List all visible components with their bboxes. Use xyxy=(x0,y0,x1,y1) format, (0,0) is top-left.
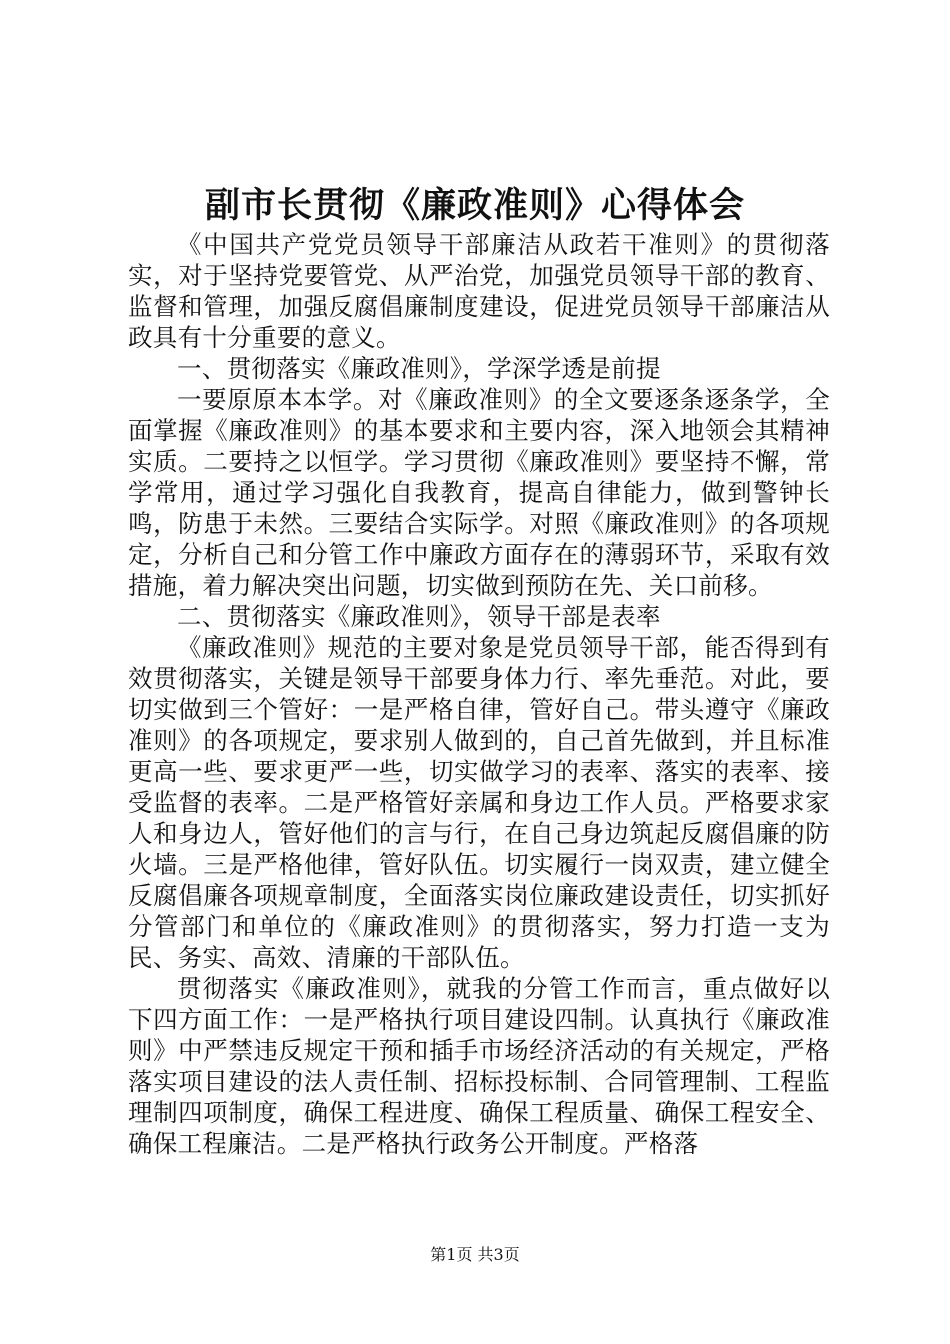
intro-paragraph: 《中国共产党党员领导干部廉洁从政若干准则》的贯彻落实，对于坚持党要管党、从严治党，加强党员领导干部的教育、监督和管理，加强反腐倡廉制度建设，促进党员领导干部廉洁从政具有十分重要的意义。 xyxy=(128,230,830,352)
section-heading-2: 二、贯彻落实《廉政准则》，领导干部是表率 xyxy=(177,602,661,631)
section-1-paragraph: 一要原原本本学。对《廉政准则》的全文要逐条逐条学，全面掌握《廉政准则》的基本要求和主要内容，深入地领会其精神实质。二要持之以恒学。学习贯彻《廉政准则》要坚持不懈，常学常用，通过学习强化自我教育，提高自律能力，做到警钟长鸣，防患于未然。三要结合实际学。对照《廉政准则》的各项规定，分析自己和分管工作中廉政方面存在的薄弱环节，采取有效措施，着力解决突出问题，切实做到预防在先、关口前移。 xyxy=(128,385,830,600)
section-heading-1: 一、贯彻落实《廉政准则》，学深学透是前提 xyxy=(177,354,661,383)
document-body xyxy=(128,229,830,1159)
section-2-work-paragraph: 贯彻落实《廉政准则》，就我的分管工作而言，重点做好以下四方面工作：一是严格执行项目建设四制。认真执行《廉政准则》中严禁违反规定干预和插手市场经济活动的有关规定，严格落实项目建设的法人责任制、招标投标制、合同管理制、工程监理制四项制度，确保工程进度、确保工程质量、确保工程安全、确保工程廉洁。二是严格执行政务公开制度。严格落 xyxy=(128,974,830,1158)
page-footer: 第1页 共3页 xyxy=(430,1245,520,1264)
section-2-paragraph: 《廉政准则》规范的主要对象是党员领导干部，能否得到有效贯彻落实，关键是领导干部要身体力行、率先垂范。对此，要切实做到三个管好：一是严格自律，管好自己。带头遵守《廉政准则》的各项规定，要求别人做到的，自己首先做到，并且标准更高一些、要求更严一些，切实做学习的表率、落实的表率、接受监督的表率。二是严格管好亲属和身边工作人员。严格要求家人和身边人，管好他们的言与行，在自己身边筑起反腐倡廉的防火墙。三是严格他律，管好队伍。切实履行一岗双责，建立健全反腐倡廉各项规章制度，全面落实岗位廉政建设责任，切实抓好分管部门和单位的《廉政准则》的贯彻落实，努力打造一支为民、务实、高效、清廉的干部队伍。 xyxy=(128,633,830,972)
page-title: 副市长贯彻《廉政准则》心得体会 xyxy=(204,185,745,226)
